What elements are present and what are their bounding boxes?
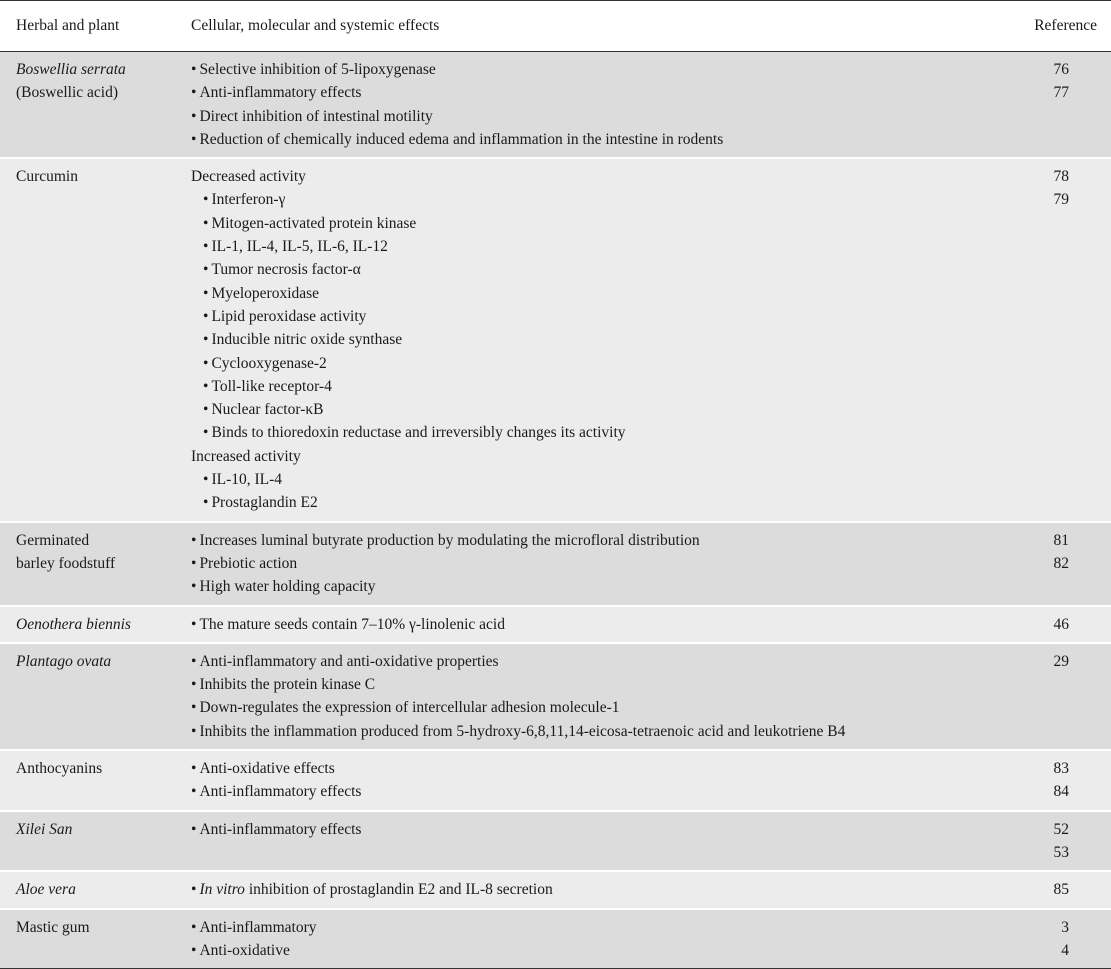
table-header-row [0,1,1111,52]
reference-cell [1006,909,1111,969]
effect-item: • Myeloperoxidase [191,282,1006,305]
table-row-oenothera [0,606,1111,643]
plant-cell [0,750,191,811]
table-row-xilei-san [0,811,1111,872]
reference-number: 53 [1053,843,1069,861]
plant-name-sub: (Boswellic acid) [16,84,119,102]
effect-item: • Nuclear factor-κB [191,398,1006,421]
reference-number: 83 [1053,760,1069,778]
reference-cell [1006,750,1111,811]
plant-cell [0,811,191,872]
effect-item: • Tumor necrosis factor-α [191,258,1006,281]
reference-cell [1006,522,1111,606]
reference-cell [1006,811,1111,872]
plant-name: Curcumin [16,168,78,186]
effect-item: • Reduction of chemically induced edema and inflammation in the intestine in rodents [191,128,1006,151]
effect-item: • Interferon-γ [191,188,1006,211]
table-row-curcumin [0,158,1111,521]
effect-item: • IL-1, IL-4, IL-5, IL-6, IL-12 [191,235,1006,258]
reference-number: 78 [1053,168,1069,186]
effect-italic-prefix: In vitro [199,881,245,899]
plant-name-sub: barley foodstuff [16,554,116,572]
plant-cell [0,871,191,908]
table-row-anthocyanins [0,750,1111,811]
reference-cell [1006,52,1111,159]
plant-name: Xilei San [16,820,73,838]
reference-number: 77 [1053,84,1069,102]
effect-item: • Direct inhibition of intestinal motility [191,105,1006,128]
plant-cell [0,158,191,521]
header-effects: Cellular, molecular and systemic effects [191,1,1006,52]
effect-item: • Binds to thioredoxin reductase and irreversibly changes its activity [191,421,1006,444]
effect-item: • Down-regulates the expression of intercellular adhesion molecule-1 [191,696,1006,719]
plant-name: Anthocyanins [16,760,103,778]
effect-item: • Anti-oxidative effects [191,757,1006,780]
plant-name: Plantago ovata [16,652,112,670]
plant-cell [0,52,191,159]
effect-item: • Anti-inflammatory [191,916,1006,939]
plant-name: Aloe vera [16,881,76,899]
reference-number: 82 [1053,554,1069,572]
effect-item: • Toll-like receptor-4 [191,375,1006,398]
plant-name: Mastic gum [16,918,90,936]
effect-item [191,878,1006,901]
plant-name: Oenothera biennis [16,615,131,633]
effects-cell [191,909,1006,969]
effect-item: • Anti-inflammatory effects [191,81,1006,104]
reference-cell [1006,606,1111,643]
effect-item: • Inducible nitric oxide synthase [191,328,1006,351]
table-row-aloe-vera [0,871,1111,908]
reference-cell [1006,158,1111,521]
reference-number: 81 [1053,531,1069,549]
effect-item: • Increases luminal butyrate production by modulating the microfloral distribution [191,529,1006,552]
effect-item: • IL-10, IL-4 [191,468,1006,491]
plant-cell [0,909,191,969]
table-row-plantago [0,643,1111,750]
effects-cell [191,52,1006,159]
effect-item: • Anti-inflammatory and anti-oxidative properties [191,650,1006,673]
reference-number: 4 [1061,941,1069,959]
reference-number: 46 [1053,615,1069,633]
reference-cell [1006,871,1111,908]
effect-item: • Selective inhibition of 5-lipoxygenase [191,58,1006,81]
header-herbal-plant: Herbal and plant [0,1,191,52]
reference-number: 3 [1061,918,1069,936]
effect-item: • Anti-inflammatory effects [191,780,1006,803]
plant-cell [0,522,191,606]
effect-text: inhibition of prostaglandin E2 and IL-8 secretion [244,881,553,899]
effects-cell [191,158,1006,521]
effect-item: • Mitogen-activated protein kinase [191,212,1006,235]
effects-cell [191,811,1006,872]
effect-item: • The mature seeds contain 7–10% γ-linolenic acid [191,613,1006,636]
effect-item: • Inhibits the inflammation produced from 5-hydroxy-6,8,11,14-eicosa-tetraenoic acid and leukotriene B4 [191,720,1006,743]
table-row-boswellia [0,52,1111,159]
effects-cell [191,750,1006,811]
reference-number: 52 [1053,820,1069,838]
table-row-germinated-barley [0,522,1111,606]
reference-number: 84 [1053,783,1069,801]
effect-item: • High water holding capacity [191,575,1006,598]
effects-cell [191,643,1006,750]
plant-cell [0,606,191,643]
effect-item: • Anti-inflammatory effects [191,818,1006,841]
plant-name: Boswellia serrata [16,61,126,78]
effect-item: • Prebiotic action [191,552,1006,575]
decreased-activity-heading: Decreased activity [191,168,306,186]
effect-item: • Inhibits the protein kinase C [191,673,1006,696]
reference-number: 85 [1053,881,1069,899]
reference-number: 76 [1053,61,1069,78]
reference-number: 29 [1053,652,1069,670]
effects-cell [191,522,1006,606]
increased-activity-heading: Increased activity [191,447,301,465]
effect-item: • Cyclooxygenase-2 [191,352,1006,375]
plant-name: Germinated [16,531,90,549]
plant-cell [0,643,191,750]
header-reference: Reference [1006,1,1111,52]
table-row-mastic-gum [0,909,1111,969]
effect-item: • Prostaglandin E2 [191,491,1006,514]
effects-cell [191,606,1006,643]
reference-number: 79 [1053,191,1069,209]
reference-cell [1006,643,1111,750]
effect-item: • Lipid peroxidase activity [191,305,1006,328]
effect-item: • Anti-oxidative [191,939,1006,962]
effects-cell [191,871,1006,908]
